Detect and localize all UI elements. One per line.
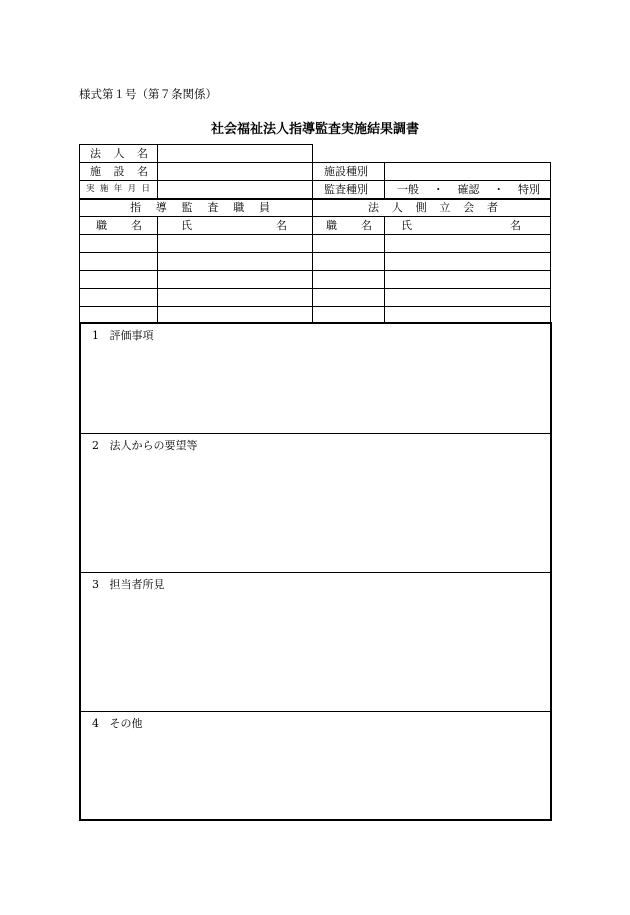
date-label: 実 施 年 月 日 [86,184,150,194]
date-field[interactable] [158,181,311,197]
facility-type-field[interactable] [385,163,549,179]
corp-name-field[interactable] [158,145,311,161]
corp-name-label: 法 人 名 [90,147,148,160]
section-1-heading: 1 評価事項 [92,329,154,342]
auditors-header: 指 導 監 査 職 員 [130,201,270,214]
audit-type-label: 監査種別 [324,183,368,196]
form-number: 様式第１号（第７条関係） [79,87,217,101]
auditor-position-header: 職 名 [96,219,142,232]
facility-name-field[interactable] [158,163,311,179]
facility-name-label: 施 設 名 [90,165,148,178]
section-2-heading: 2 法人からの要望等 [92,439,198,452]
audit-type-general[interactable]: 一般 [397,183,419,196]
section-4-heading: 4 その他 [92,717,143,730]
auditor-name-header: 氏 名 [181,219,287,232]
attendee-name-header: 氏 名 [401,219,521,232]
audit-type-options: 一般 ・ 確認 ・ 特別 [397,183,540,196]
attendees-header: 法 人 側 立 会 者 [368,201,498,214]
audit-type-confirm[interactable]: 確認 [457,183,480,196]
audit-type-special[interactable]: 特別 [518,183,540,196]
attendee-position-header: 職 名 [326,219,372,232]
section-3-heading: 3 担当者所見 [92,578,165,591]
page-title: 社会福祉法人指導監査実施結果調書 [210,122,419,137]
facility-type-label: 施設種別 [324,165,368,178]
